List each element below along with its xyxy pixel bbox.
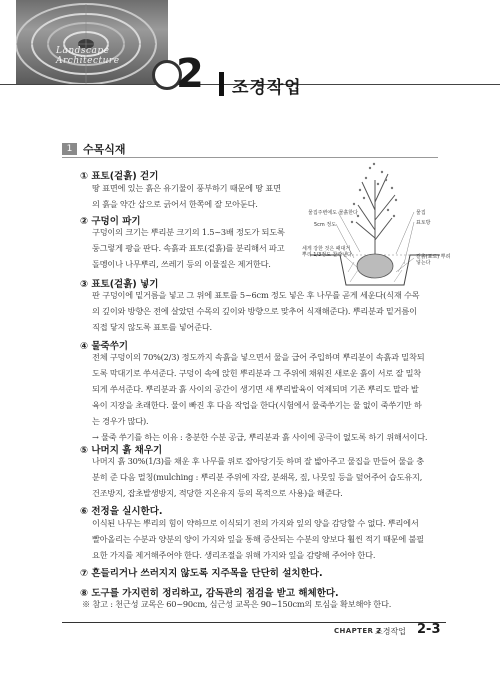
figure-label: 세게 강한 것은 패대거 뿌리 1/3정도 찰라낸다 — [302, 246, 352, 258]
section-number-badge: 1 — [62, 143, 77, 155]
item-line: 의 흙을 약간 삽으로 긁어서 한쪽에 잘 모아둔다. — [92, 199, 258, 209]
item-heading-5: ⑤ 나머지 흙 채우기 — [80, 445, 163, 456]
item-heading-1: ① 표토(겉흙) 걷기 — [80, 171, 159, 182]
item-line: 이식된 나무는 뿌리의 힘이 약하므로 이식되기 전의 가지와 잎의 양을 감당할 수 없다. 뿌리에서 — [92, 518, 419, 528]
item-line: 전체 구덩이의 70%(2/3) 정도까지 속흙을 넣으면서 물을 급어 주입하며 뿌리분이 속흙과 밀착되 — [92, 352, 425, 362]
chapter-number: 2 — [176, 51, 202, 97]
item-line: 판 구덩이에 밑거름을 넣고 그 위에 표토를 5~6cm 정도 넣은 후 나무를 곧게 세운다(식재 수목 — [92, 290, 420, 300]
item-body-4 — [92, 349, 427, 445]
section-title: 수목식재 — [83, 143, 126, 156]
item-heading-8: ⑧ 도구를 가지런히 정리하고, 감독관의 점검을 받고 해체한다. — [80, 588, 339, 599]
item-heading-2: ② 구덩이 파기 — [80, 216, 141, 227]
item-heading-4: ④ 물죽쑤기 — [80, 341, 129, 352]
item-body-2 — [92, 224, 285, 272]
banner-caption: Landscape Architecture — [56, 46, 120, 66]
title-bar-marker — [219, 72, 224, 96]
page-header — [0, 0, 500, 112]
item-line: 분히 준 다음 멀칭(mulching : 뿌리분 주위에 자갈, 분쇄목, 짚, 나뭇잎 등을 덮어주어 습도유지, — [92, 472, 423, 482]
footer-chapter-label: CHAPTER 2 — [334, 627, 382, 635]
spiral-staircase-illustration — [16, 0, 168, 84]
item-line: 돌멩이나 나무뿌리, 쓰레기 등의 이물질은 제거한다. — [92, 259, 271, 269]
item-heading-3: ③ 표토(겉흙) 넣기 — [80, 279, 159, 290]
item-line: 나머지 흙 30%(1/3)를 채운 후 나무를 위로 잡아당기듯 하며 잘 밟아주고 물집을 만들어 물을 충 — [92, 456, 424, 466]
item-line: 되게 쑤셔준다. 뿌리분과 흙 사이의 공간이 생기면 새 뿌리발육이 억제되며 기존 뿌리도 말라 발 — [92, 384, 419, 394]
item-line: 구덩이의 크기는 뿌리분 크기의 1.5~3배 정도가 되도록 — [92, 227, 285, 237]
tree-planting-illustration — [300, 160, 450, 290]
note-line: ※ 참고 : 천근성 교목은 60~90cm, 심근성 교목은 90~150cm의 토심을 확보해야 한다. — [82, 599, 392, 609]
item-line: 땅 표면에 있는 흙은 유기물이 풍부하기 때문에 땅 표면 — [92, 183, 281, 193]
item-line: 육이 지장을 초래한다. 물이 빠진 후 다음 작업을 한다(시험에서 물죽쑤기는 물 없이 죽쑤기만 하 — [92, 400, 422, 410]
chapter-title: 조경작업 — [232, 78, 302, 98]
item-line: 요한 가지를 제거해주어야 한다. 생리조절을 위해 가지와 잎을 감량해 주어야 한다. — [92, 550, 376, 560]
item-line: 도록 막대기로 쑤셔준다. 구덩이 속에 앉힌 뿌리분과 그 주위에 채워진 새로운 흙이 서로 잘 밀착 — [92, 368, 421, 378]
figure-label: 5cm 정도 — [314, 222, 337, 228]
item-line: 의 깊이와 방향은 전에 살았던 수목의 깊이와 방향으로 맞추어 식재해준다). 뿌리분과 밑거름이 — [92, 306, 417, 316]
header-banner-image — [16, 0, 168, 84]
item-body-6 — [92, 515, 424, 563]
figure-label: 물집 — [416, 210, 426, 216]
item-line: 둥그렇게 팡을 판다. 속흙과 표토(겉흙)를 분리해서 파고 — [92, 243, 285, 253]
item-heading-7: ⑦ 흔들리거나 쓰러지지 않도록 지주목을 단단히 설치한다. — [80, 568, 323, 579]
item-body-3 — [92, 287, 419, 335]
item-line: → 물죽 쑤기를 하는 이유 : 충분한 수분 공급, 뿌리분과 흙 사이에 공극이 없도록 하기 위해서이다. — [92, 432, 428, 442]
footer-divider — [62, 622, 446, 623]
item-line: 빨아올리는 수분과 양분의 양이 가지와 잎을 통해 증산되는 수분의 양보다 훨씬 적기 때문에 불필 — [92, 534, 424, 544]
item-line: 건조방지, 잡초발생방지, 적당한 지온유지 등의 목적으로 사용)을 해준다. — [92, 488, 343, 498]
item-line: 직접 닿지 않도록 표토를 넣어준다. — [92, 322, 212, 332]
item-note-8 — [82, 596, 391, 612]
section-divider — [62, 157, 438, 158]
item-heading-6: ⑥ 전정을 실시한다. — [80, 506, 163, 517]
figure-label: 표토방 — [416, 220, 431, 226]
page-number: 2-3 — [417, 622, 441, 637]
item-body-5 — [92, 453, 424, 501]
item-line: 는 경우가 많다). — [92, 416, 149, 426]
figure-label: 겉흙(표토) 뿌려 넣는다 — [416, 254, 451, 266]
figure-label: 물집주변에도 물흙한다 — [308, 210, 358, 216]
item-body-1 — [92, 180, 281, 212]
footer-chapter-title: 조경작업 — [375, 627, 406, 636]
